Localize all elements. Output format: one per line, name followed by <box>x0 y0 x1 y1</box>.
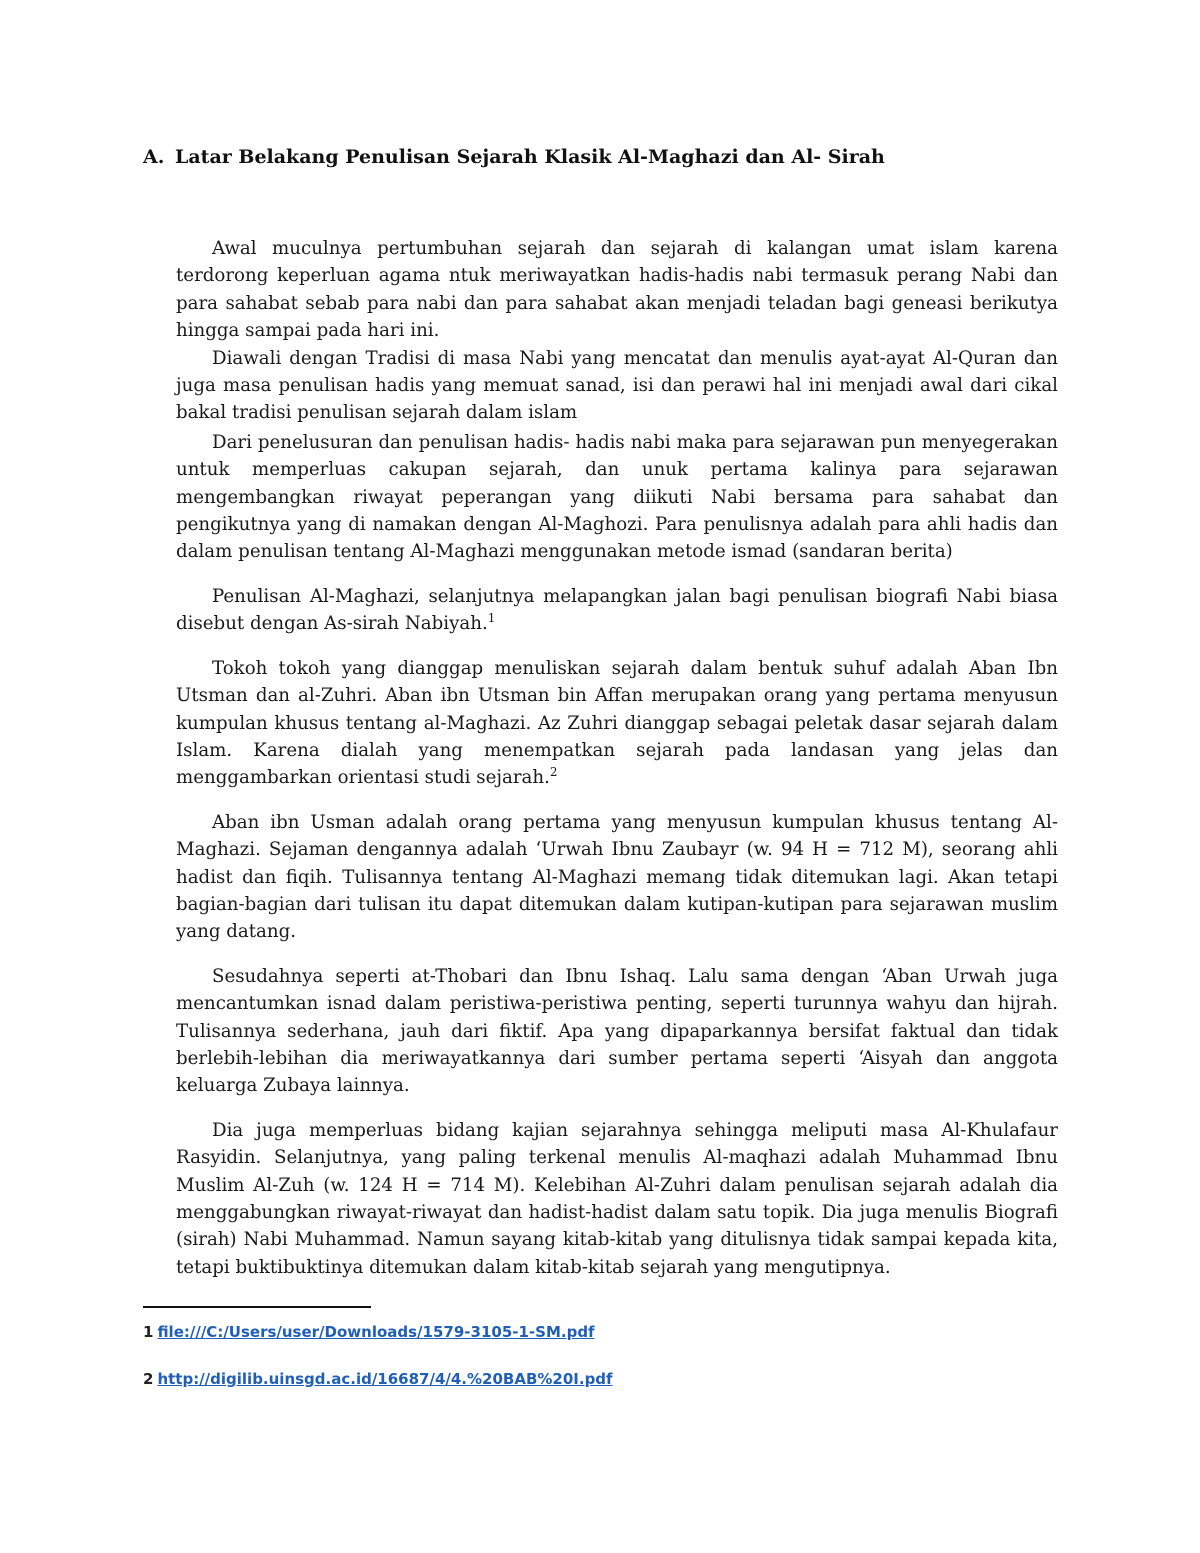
footnote-number: 2 <box>143 1370 154 1388</box>
footnote <box>143 1368 613 1390</box>
footnote <box>143 1321 595 1343</box>
footnote-ref[interactable]: 1 <box>487 611 496 626</box>
paragraph: Sesudahnya seperti at-Thobari dan Ibnu Ishaq. Lalu sama dengan ‘Aban Urwah juga mencantumkan isnad dalam peristiwa-peristiwa penting, seperti turunnya wahyu dan hijrah. Tulisannya sederhana, jauh dari fiktif. Apa yang dipaparkannya bersifat faktual dan tidak berlebih-lebihan dia meriwayatkannya dari sumber pertama seperti ‘Aisyah dan anggota keluarga Zubaya lainnya. <box>176 965 1058 1097</box>
footnote-number: 1 <box>143 1323 154 1341</box>
paragraph: Tokoh tokoh yang dianggap menuliskan sejarah dalam bentuk suhuf adalah Aban Ibn Utsman dan al-Zuhri. Aban ibn Utsman bin Affan merupakan orang yang pertama menyusun kumpulan khusus tentang al-Maghazi. Az Zuhri dianggap sebagai peletak dasar sejarah dalam Islam. Karena dialah yang menempatkan sejarah pada landasan yang jelas dan menggambarkan orientasi studi sejarah.$^2$ <box>176 657 1058 789</box>
section-heading <box>143 143 1063 171</box>
section-marker: A. <box>143 146 165 168</box>
document-body <box>176 235 1058 1281</box>
footnote-ref[interactable]: 2 <box>549 765 558 780</box>
section-title: Latar Belakang Penulisan Sejarah Klasik Al-Maghazi dan Al- Sirah <box>175 146 885 168</box>
paragraph: Diawali dengan Tradisi di masa Nabi yang mencatat dan menulis ayat-ayat Al-Quran dan juga masa penulisan hadis yang memuat sanad, isi dan perawi hal ini menjadi awal dari cikal bakal tradisi penulisan sejarah dalam islam <box>176 347 1058 424</box>
footnote-link[interactable]: http://digilib.uinsgd.ac.id/16687/4/4.%20BAB%20I.pdf <box>157 1370 613 1388</box>
footnote-separator <box>143 1306 371 1308</box>
paragraph: Dia juga memperluas bidang kajian sejarahnya sehingga meliputi masa Al-Khulafaur Rasyidin. Selanjutnya, yang paling terkenal menulis Al-maqhazi adalah Muhammad Ibnu Muslim Al-Zuh (w. 124 H = 714 M). Kelebihan Al-Zuhri dalam penulisan sejarah adalah dia menggabungkan riwayat-riwayat dan hadist-hadist dalam satu topik. Dia juga menulis Biografi (sirah) Nabi Muhammad. Namun sayang kitab-kitab yang ditulisnya tidak sampai kepada kita, tetapi buktibuktinya ditemukan dalam kitab-kitab sejarah yang mengutipnya. <box>176 1119 1058 1278</box>
paragraph: Penulisan Al-Maghazi, selanjutnya melapangkan jalan bagi penulisan biografi Nabi biasa disebut dengan As-sirah Nabiyah.$^1$ <box>176 585 1058 635</box>
footnote-link[interactable]: file:///C:/Users/user/Downloads/1579-3105-1-SM.pdf <box>157 1323 595 1341</box>
paragraph: Aban ibn Usman adalah orang pertama yang menyusun kumpulan khusus tentang Al-Maghazi. Sejaman dengannya adalah ‘Urwah Ibnu Zaubayr (w. 94 H = 712 M), seorang ahli hadist dan fiqih. Tulisannya tentang Al-Maghazi memang tidak ditemukan lagi. Akan tetapi bagian-bagian dari tulisan itu dapat ditemukan dalam kutipan-kutipan para sejarawan muslim yang datang. <box>176 811 1058 943</box>
paragraph: Dari penelusuran dan penulisan hadis- hadis nabi maka para sejarawan pun menyegerakan untuk memperluas cakupan sejarah, dan unuk pertama kalinya para sejarawan mengembangkan riwayat peperangan yang diikuti Nabi bersama para sahabat dan pengikutnya yang di namakan dengan Al-Maghozi. Para penulisnya adalah para ahli hadis dan dalam penulisan tentang Al-Maghazi menggunakan metode ismad (sandaran berita) <box>176 431 1058 563</box>
paragraph: Awal muculnya pertumbuhan sejarah dan sejarah di kalangan umat islam karena terdorong keperluan agama ntuk meriwayatkan hadis-hadis nabi termasuk perang Nabi dan para sahabat sebab para nabi dan para sahabat akan menjadi teladan bagi geneasi berikutya hingga sampai pada hari ini. <box>176 238 1058 342</box>
